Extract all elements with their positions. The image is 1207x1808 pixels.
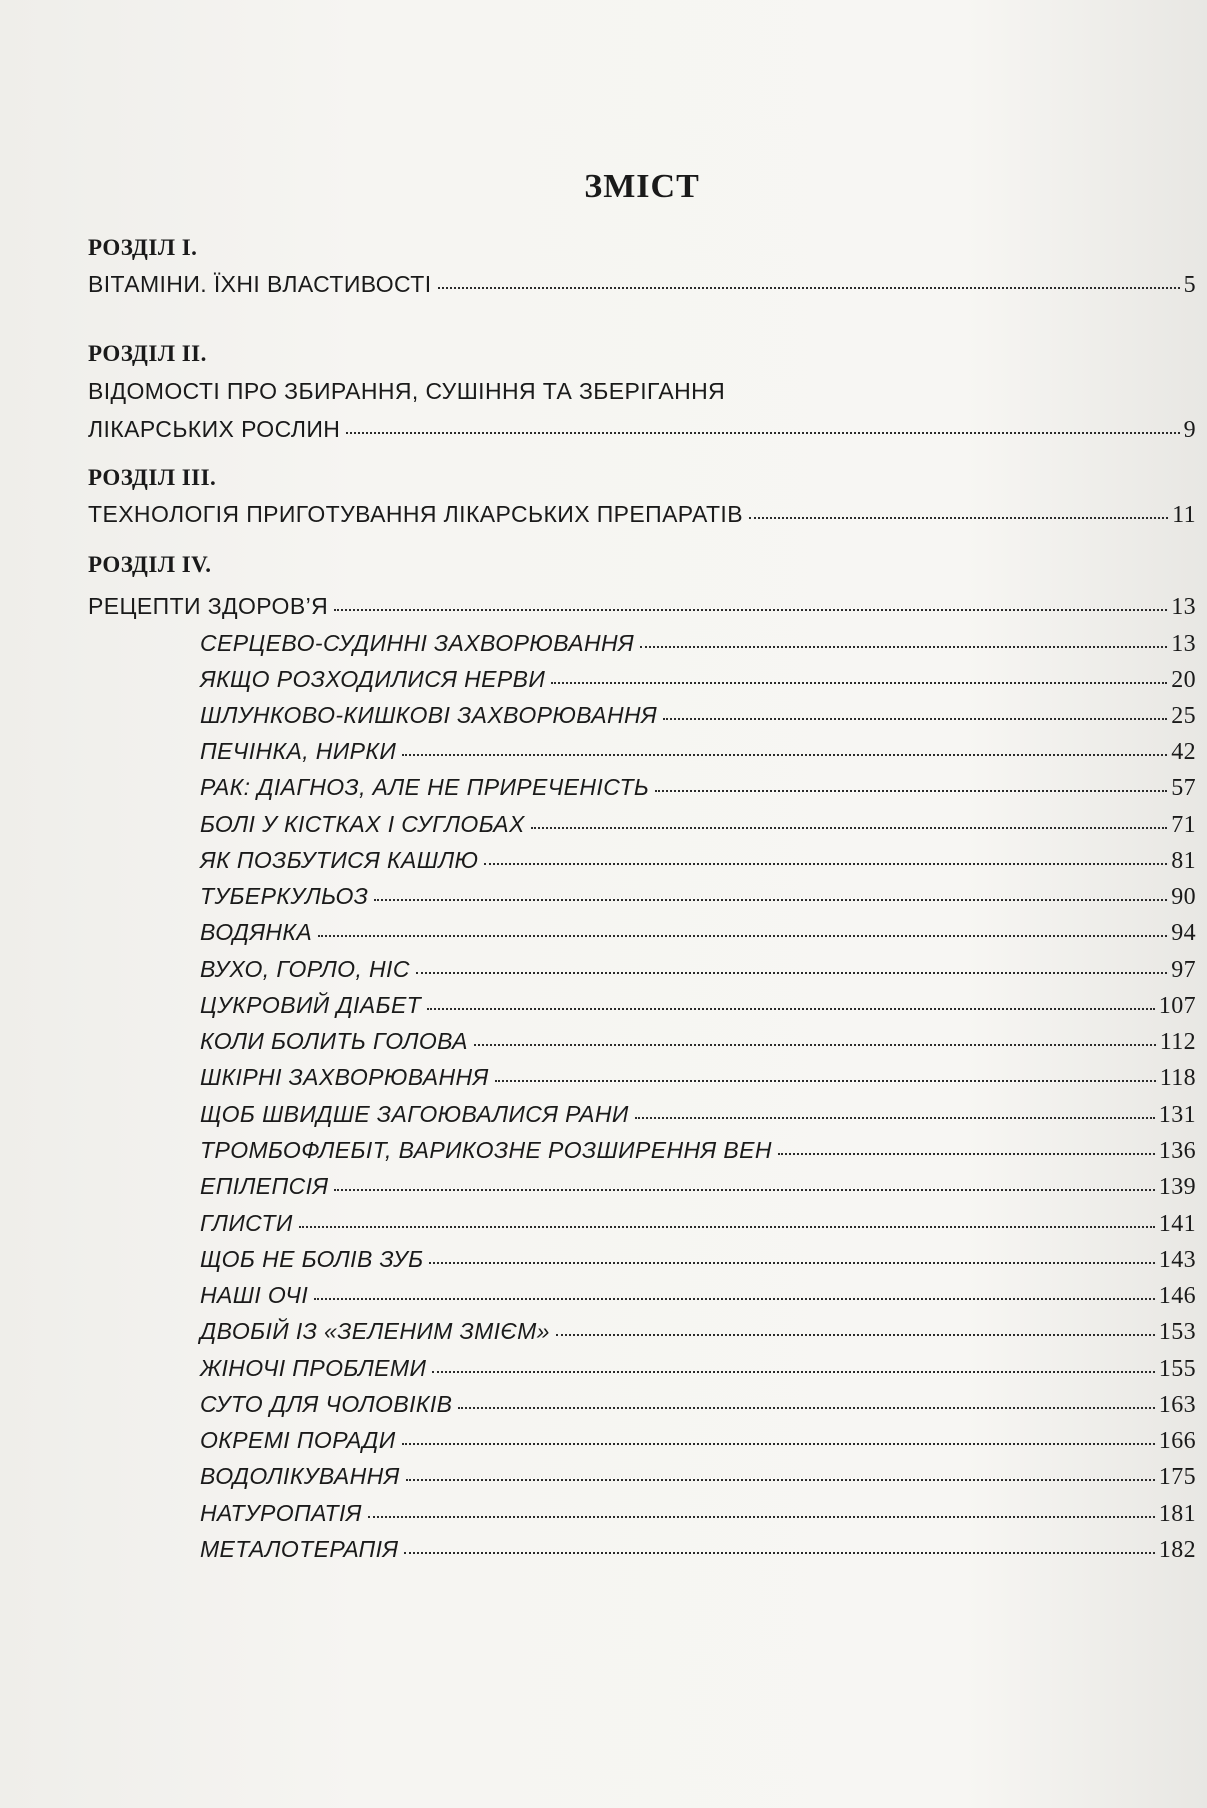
toc-entry-title: ЛІКАРСЬКИХ РОСЛИН bbox=[88, 416, 341, 442]
toc-subentry-title: ЩОБ НЕ БОЛІВ ЗУБ bbox=[200, 1246, 424, 1272]
toc-entry-title-line: ВІДОМОСТІ ПРО ЗБИРАННЯ, СУШІННЯ ТА ЗБЕРІГАННЯ bbox=[88, 378, 726, 404]
dot-leader bbox=[458, 1407, 1154, 1409]
toc-entry-section-1[interactable] bbox=[88, 273, 1196, 297]
toc-page-number: 112 bbox=[1159, 1029, 1196, 1055]
dot-leader bbox=[655, 790, 1167, 792]
toc-subentry-title: ЩОБ ШВИДШЕ ЗАГОЮВАЛИСЯ РАНИ bbox=[200, 1101, 629, 1127]
toc-subentry[interactable] bbox=[200, 740, 1196, 764]
toc-entry-section-3[interactable] bbox=[88, 503, 1196, 527]
toc-page-number: 97 bbox=[1171, 957, 1196, 983]
toc-page-number: 81 bbox=[1171, 848, 1196, 874]
dot-leader bbox=[402, 754, 1167, 756]
dot-leader bbox=[299, 1226, 1155, 1228]
toc-subentry-title: ГЛИСТИ bbox=[200, 1210, 293, 1236]
toc-entry-title: ТЕХНОЛОГІЯ ПРИГОТУВАННЯ ЛІКАРСЬКИХ ПРЕПАРАТІВ bbox=[88, 501, 743, 527]
toc-subentry[interactable] bbox=[200, 1030, 1196, 1054]
toc-subentry-title: МЕТАЛОТЕРАПІЯ bbox=[200, 1536, 399, 1562]
toc-entry-title: ВІТАМІНИ. ЇХНІ ВЛАСТИВОСТІ bbox=[88, 271, 432, 297]
dot-leader bbox=[438, 287, 1180, 289]
dot-leader bbox=[346, 432, 1179, 434]
toc-subentry[interactable] bbox=[200, 776, 1196, 800]
dot-leader bbox=[374, 899, 1167, 901]
dot-leader bbox=[663, 718, 1167, 720]
toc-subentry[interactable] bbox=[200, 1538, 1196, 1562]
toc-entry-section-4[interactable] bbox=[88, 595, 1196, 619]
toc-subentry[interactable] bbox=[200, 1175, 1196, 1199]
toc-subentry-title: ШЛУНКОВО-КИШКОВІ ЗАХВОРЮВАННЯ bbox=[200, 702, 658, 728]
toc-subentry[interactable] bbox=[200, 632, 1196, 656]
toc-subentry-title: ЯКЩО РОЗХОДИЛИСЯ НЕРВИ bbox=[200, 666, 546, 692]
toc-subentry-title: НАТУРОПАТІЯ bbox=[200, 1500, 362, 1526]
toc-page-number: 131 bbox=[1158, 1102, 1196, 1128]
section-label-1: РОЗДІЛ І. bbox=[88, 235, 198, 260]
toc-page-number: 146 bbox=[1158, 1283, 1196, 1309]
toc-subentry-title: КОЛИ БОЛИТЬ ГОЛОВА bbox=[200, 1028, 468, 1054]
dot-leader bbox=[334, 1189, 1154, 1191]
toc-subentry-title: НАШІ ОЧІ bbox=[200, 1282, 309, 1308]
toc-page-number: 20 bbox=[1171, 667, 1196, 693]
toc-subentry-title: ЦУКРОВИЙ ДІАБЕТ bbox=[200, 992, 422, 1018]
toc-subentry[interactable] bbox=[200, 994, 1196, 1018]
toc-subentry[interactable] bbox=[200, 1357, 1196, 1381]
toc-subentry[interactable] bbox=[200, 1212, 1196, 1236]
dot-leader bbox=[474, 1044, 1156, 1046]
toc-subentry-title: РАК: ДІАГНОЗ, АЛЕ НЕ ПРИРЕЧЕНІСТЬ bbox=[200, 774, 650, 800]
dot-leader bbox=[778, 1153, 1155, 1155]
page-title: ЗМІСТ bbox=[584, 168, 700, 205]
section-label-2: РОЗДІЛ ІІ. bbox=[88, 341, 207, 366]
toc-page-number: 11 bbox=[1172, 502, 1196, 528]
section-label-3: РОЗДІЛ ІІІ. bbox=[88, 465, 217, 490]
toc-subentry[interactable] bbox=[200, 1284, 1196, 1308]
toc-entry-section-2[interactable] bbox=[88, 418, 1196, 442]
toc-page-number: 13 bbox=[1171, 594, 1196, 620]
toc-page-number: 9 bbox=[1183, 417, 1196, 443]
toc-page-number: 57 bbox=[1171, 775, 1196, 801]
toc-subentry[interactable] bbox=[200, 849, 1196, 873]
toc-page-number: 143 bbox=[1158, 1247, 1196, 1273]
toc-subentry[interactable] bbox=[200, 1248, 1196, 1272]
dot-leader bbox=[429, 1262, 1154, 1264]
toc-subentry[interactable] bbox=[200, 1429, 1196, 1453]
toc-subentry[interactable] bbox=[200, 668, 1196, 692]
dot-leader bbox=[749, 517, 1168, 519]
toc-entry-title: РЕЦЕПТИ ЗДОРОВ’Я bbox=[88, 593, 329, 619]
toc-subentry-title: ДВОБІЙ ІЗ «ЗЕЛЕНИМ ЗМІЄМ» bbox=[200, 1318, 550, 1344]
toc-page-number: 118 bbox=[1159, 1065, 1196, 1091]
toc-page-number: 90 bbox=[1171, 884, 1196, 910]
toc-subentry-title: СЕРЦЕВО-СУДИННІ ЗАХВОРЮВАННЯ bbox=[200, 630, 635, 656]
toc-subentry-title: ЯК ПОЗБУТИСЯ КАШЛЮ bbox=[200, 847, 479, 873]
dot-leader bbox=[406, 1479, 1155, 1481]
dot-leader bbox=[531, 827, 1167, 829]
toc-subentry[interactable] bbox=[200, 1139, 1196, 1163]
toc-subentry-title: ПЕЧІНКА, НИРКИ bbox=[200, 738, 397, 764]
dot-leader bbox=[640, 646, 1167, 648]
toc-subentry-title: ВОДЯНКА bbox=[200, 919, 313, 945]
dot-leader bbox=[432, 1371, 1154, 1373]
dot-leader bbox=[416, 972, 1167, 974]
dot-leader bbox=[635, 1117, 1155, 1119]
dot-leader bbox=[556, 1334, 1155, 1336]
toc-subentry-title: ВУХО, ГОРЛО, НІС bbox=[200, 956, 410, 982]
toc-subentry-title: ЖІНОЧІ ПРОБЛЕМИ bbox=[200, 1355, 427, 1381]
dot-leader bbox=[402, 1443, 1155, 1445]
toc-subentry-title: ВОДОЛІКУВАННЯ bbox=[200, 1463, 400, 1489]
toc-subentry[interactable] bbox=[200, 1393, 1196, 1417]
toc-page-number: 94 bbox=[1171, 920, 1196, 946]
dot-leader bbox=[484, 863, 1167, 865]
toc-page-number: 163 bbox=[1158, 1392, 1196, 1418]
toc-subentry[interactable] bbox=[200, 704, 1196, 728]
toc-page-number: 181 bbox=[1158, 1501, 1196, 1527]
toc-subentry[interactable] bbox=[200, 1103, 1196, 1127]
toc-subentry[interactable] bbox=[200, 1465, 1196, 1489]
toc-subentry-title: СУТО ДЛЯ ЧОЛОВІКІВ bbox=[200, 1391, 453, 1417]
dot-leader bbox=[318, 935, 1167, 937]
section-label-4: РОЗДІЛ IV. bbox=[88, 552, 212, 577]
bleed-through-decoration bbox=[1080, 88, 1086, 110]
dot-leader bbox=[495, 1080, 1156, 1082]
toc-page-number: 175 bbox=[1158, 1464, 1196, 1490]
toc-subentry-title: ШКІРНІ ЗАХВОРЮВАННЯ bbox=[200, 1064, 489, 1090]
toc-page-number: 182 bbox=[1158, 1537, 1196, 1563]
toc-subentry-title: БОЛІ У КІСТКАХ І СУГЛОБАХ bbox=[200, 811, 525, 837]
toc-subentry[interactable] bbox=[200, 1066, 1196, 1090]
toc-subentry-title: ЕПІЛЕПСІЯ bbox=[200, 1173, 329, 1199]
toc-subentry[interactable] bbox=[200, 885, 1196, 909]
toc-page-number: 71 bbox=[1171, 812, 1196, 838]
toc-subentry-title: ТУБЕРКУЛЬОЗ bbox=[200, 883, 369, 909]
toc-subentry-title: ТРОМБОФЛЕБІТ, ВАРИКОЗНЕ РОЗШИРЕННЯ ВЕН bbox=[200, 1137, 772, 1163]
toc-subentry[interactable] bbox=[200, 958, 1196, 982]
toc-page-number: 139 bbox=[1158, 1174, 1196, 1200]
toc-page-number: 13 bbox=[1171, 631, 1196, 657]
toc-page-number: 42 bbox=[1171, 739, 1196, 765]
toc-page-number: 136 bbox=[1158, 1138, 1196, 1164]
dot-leader bbox=[551, 682, 1167, 684]
toc-page-number: 25 bbox=[1171, 703, 1196, 729]
toc-subentry[interactable] bbox=[200, 1502, 1196, 1526]
dot-leader bbox=[334, 609, 1167, 611]
toc-page-number: 155 bbox=[1158, 1356, 1196, 1382]
toc-subentry[interactable] bbox=[200, 921, 1196, 945]
toc-page-number: 5 bbox=[1183, 272, 1196, 298]
toc-subentry[interactable] bbox=[200, 1320, 1196, 1344]
toc-page-number: 166 bbox=[1158, 1428, 1196, 1454]
dot-leader bbox=[404, 1552, 1154, 1554]
dot-leader bbox=[368, 1516, 1155, 1518]
dot-leader bbox=[427, 1008, 1155, 1010]
toc-subentry[interactable] bbox=[200, 813, 1196, 837]
toc-subentry-title: ОКРЕМІ ПОРАДИ bbox=[200, 1427, 396, 1453]
toc-page-number: 153 bbox=[1158, 1319, 1196, 1345]
dot-leader bbox=[314, 1298, 1155, 1300]
toc-page-number: 107 bbox=[1158, 993, 1196, 1019]
toc-page-number: 141 bbox=[1158, 1211, 1196, 1237]
